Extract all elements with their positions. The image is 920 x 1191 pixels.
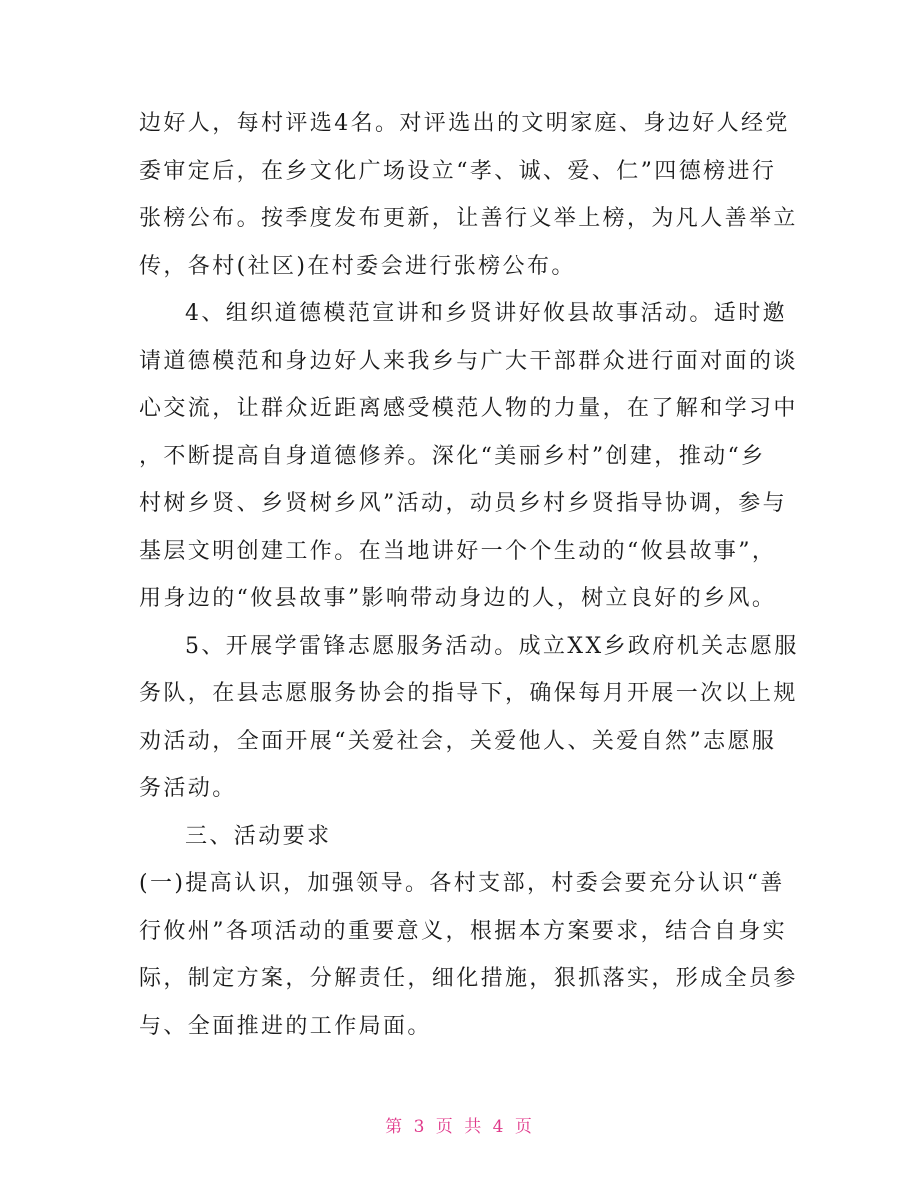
paragraph-start-line: 5、开展学雷锋志愿服务活动。成立XX乡政府机关志愿服 [185,633,799,659]
text-line: 与、全面推进的工作局面。 [139,1013,432,1039]
text-line: ，不断提高自身道德修养。深化“美丽乡村”创建，推动“乡 [139,443,766,469]
paragraph-start-line: 4、组织道德模范宣讲和乡贤讲好攸县故事活动。适时邀 [185,301,787,326]
text-line: 传，各村(社区)在村委会进行张榜公布。 [139,253,576,279]
document-body [139,100,799,1050]
text-line: 请道德模范和身边好人来我乡与广大干部群众进行面对面的谈 [139,348,798,374]
text-line: 心交流，让群众近距离感受模范人物的力量，在了解和学习中 [139,396,798,421]
section-heading: 三、活动要求 [185,823,332,849]
text-line: 务活动。 [139,776,237,801]
text-line: 基层文明创建工作。在当地讲好一个个生动的“攸县故事”， [139,538,777,564]
text-line: 际，制定方案，分解责任，细化措施，狠抓落实，形成全员参 [139,966,798,991]
text-line: 劝活动，全面开展“关爱社会，关爱他人、关爱自然”志愿服 [139,728,777,754]
text-line: (一)提高认识，加强领导。各村支部，村委会要充分认识“善 [139,871,785,896]
text-line: 边好人，每村评选4名。对评选出的文明家庭、身边好人经党 [139,111,790,136]
text-line: 务队，在县志愿服务协会的指导下，确保每月开展一次以上规 [139,681,798,706]
text-line: 村树乡贤、乡贤树乡风”活动，动员乡村乡贤指导协调，参与 [139,491,788,516]
text-line: 委审定后，在乡文化广场设立“孝、诚、爱、仁”四德榜进行 [139,158,777,184]
page-number-footer: 第 3 页 共 4 页 [385,1117,535,1137]
text-line: 行攸州”各项活动的重要意义，根据本方案要求，结合自身实 [139,918,788,944]
text-line: 张榜公布。按季度发布更新，让善行义举上榜，为凡人善举立 [139,206,798,231]
text-line: 用身边的“攸县故事”影响带动身边的人，树立良好的乡风。 [139,586,777,611]
